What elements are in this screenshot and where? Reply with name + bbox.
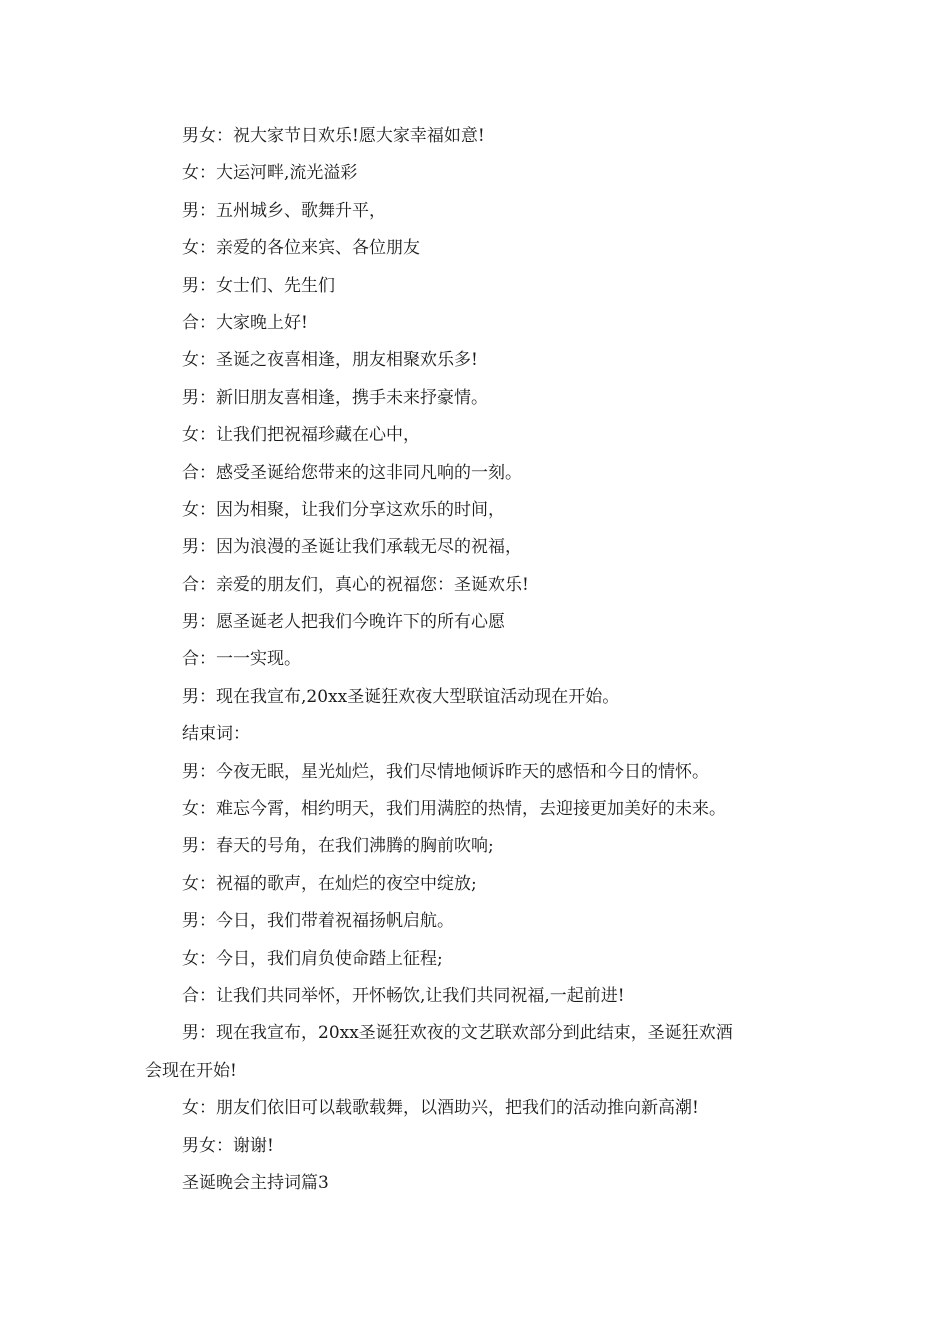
text-line: 男女：谢谢!	[182, 1135, 274, 1156]
text-line: 合：感受圣诞给您带来的这非同凡响的一刻。	[182, 462, 522, 483]
text-line: 男：现在我宣布,20xx圣诞狂欢夜大型联谊活动现在开始。	[182, 686, 620, 707]
text-line: 男：因为浪漫的圣诞让我们承载无尽的祝福，	[182, 537, 522, 558]
text-line: 男：现在我宣布，20xx圣诞狂欢夜的文艺联欢部分到此结束，圣诞狂欢酒	[182, 1023, 733, 1044]
text-line: 合：大家晚上好!	[182, 312, 308, 333]
text-line: 合：亲爱的朋友们，真心的祝福您：圣诞欢乐!	[182, 574, 529, 595]
text-line: 女：难忘今霄，相约明天，我们用满腔的热情，去迎接更加美好的未来。	[182, 799, 726, 820]
text-line: 女：祝福的歌声，在灿烂的夜空中绽放;	[182, 873, 477, 894]
text-line: 女：今日，我们肩负使命踏上征程;	[182, 948, 443, 969]
section-title: 圣诞晚会主持词篇3	[182, 1172, 329, 1193]
text-line: 男：五州城乡、歌舞升平，	[182, 200, 386, 221]
document-body	[145, 118, 815, 1202]
text-line: 男：今夜无眠，星光灿烂，我们尽情地倾诉昨天的感悟和今日的情怀。	[182, 761, 709, 782]
text-line: 男女：祝大家节日欢乐!愿大家幸福如意!	[182, 126, 485, 146]
section-heading: 结束词：	[182, 724, 250, 745]
text-line: 女：因为相聚，让我们分享这欢乐的时间，	[182, 499, 505, 520]
text-line-continuation: 会现在开始!	[145, 1060, 237, 1081]
text-line: 女：亲爱的各位来宾、各位朋友	[182, 238, 420, 259]
text-line: 男：春天的号角，在我们沸腾的胸前吹响;	[182, 836, 494, 857]
text-line: 男：今日，我们带着祝福扬帆启航。	[182, 911, 454, 932]
text-line: 合：让我们共同举怀，开怀畅饮,让我们共同祝福,一起前进!	[182, 985, 625, 1006]
text-line: 合：一一实现。	[182, 649, 301, 670]
text-line: 女：朋友们依旧可以载歌载舞，以酒助兴，把我们的活动推向新高潮!	[182, 1098, 699, 1119]
text-line: 女：圣诞之夜喜相逢，朋友相聚欢乐多!	[182, 350, 478, 371]
text-line: 男：女士们、先生们	[182, 275, 335, 296]
text-line: 男：愿圣诞老人把我们今晚许下的所有心愿	[182, 612, 505, 633]
text-line: 女：让我们把祝福珍藏在心中，	[182, 425, 420, 446]
text-line: 男：新旧朋友喜相逢，携手未来抒豪情。	[182, 387, 488, 408]
text-line: 女：大运河畔,流光溢彩	[182, 163, 358, 184]
